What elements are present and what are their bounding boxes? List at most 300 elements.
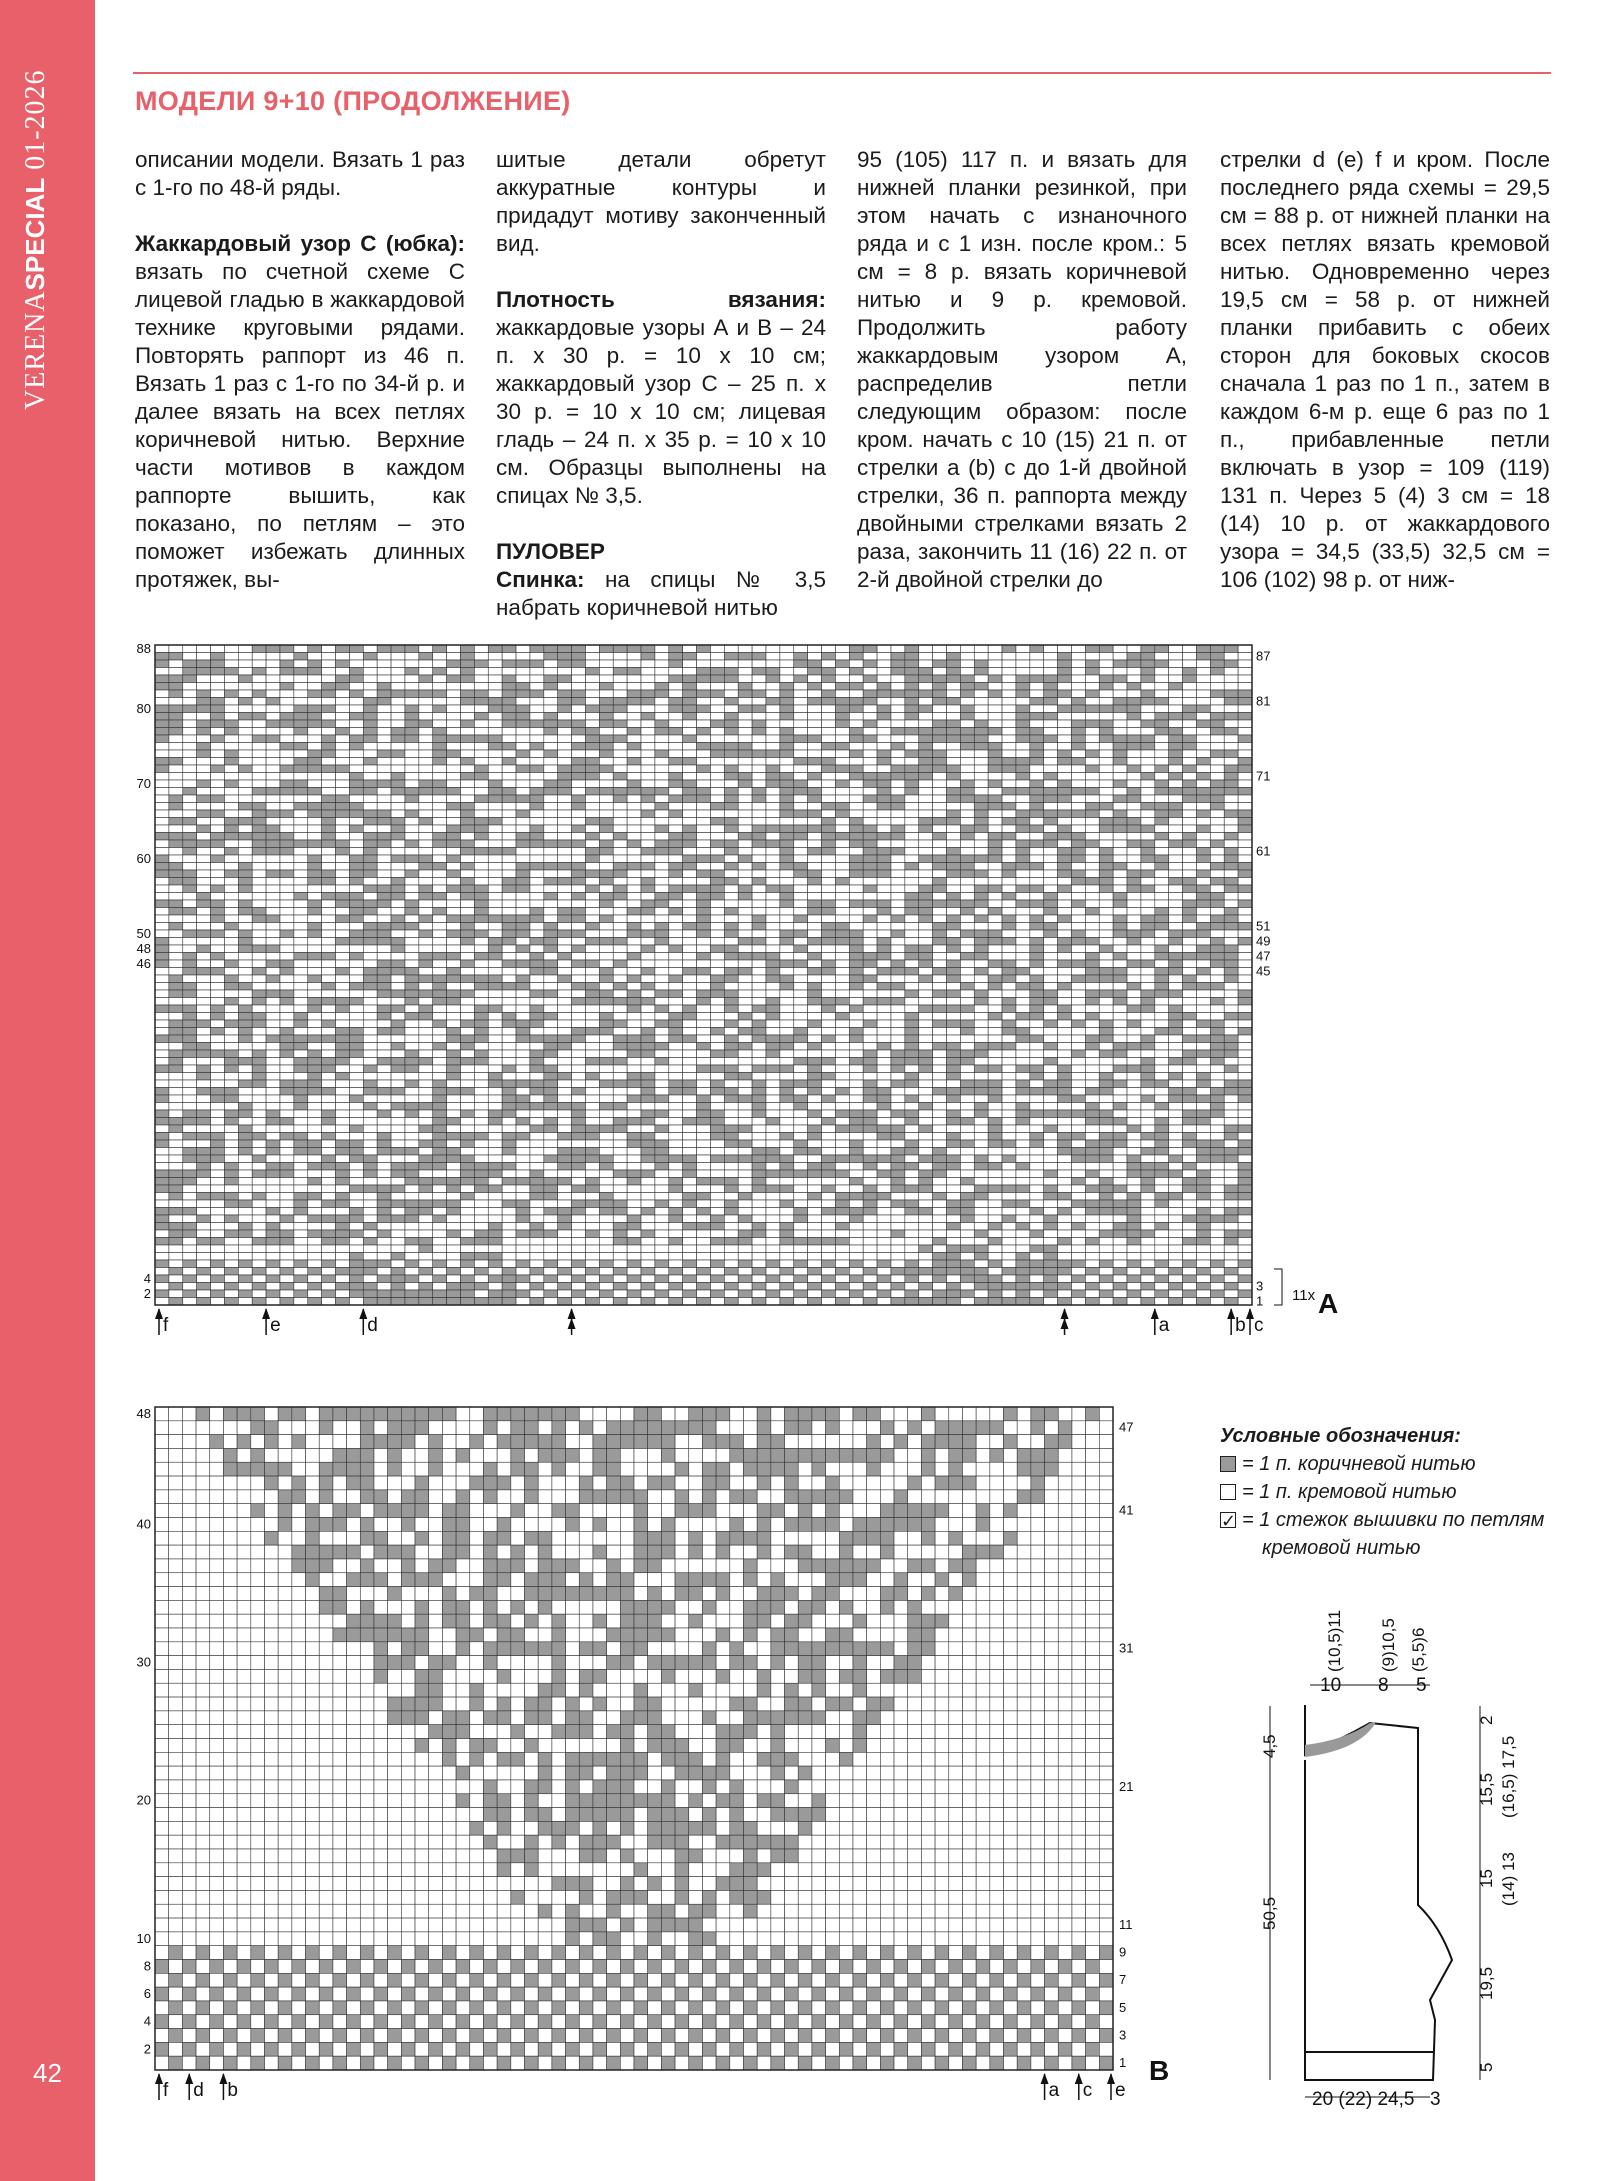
chart-cell	[641, 1035, 655, 1043]
chart-cell	[419, 810, 433, 818]
chart-cell	[1099, 735, 1113, 743]
chart-cell	[669, 683, 683, 691]
chart-cell	[474, 1035, 488, 1043]
chart-cell	[474, 675, 488, 683]
chart-cell	[752, 848, 766, 856]
chart-cell	[308, 720, 322, 728]
chart-cell	[1113, 1080, 1127, 1088]
chart-cell	[377, 720, 391, 728]
chart-cell	[974, 720, 988, 728]
chart-cell	[585, 653, 599, 661]
chart-cell	[391, 938, 405, 946]
chart-cell	[377, 660, 391, 668]
chart-cell	[1030, 953, 1044, 961]
chart-cell	[169, 1073, 183, 1081]
chart-cell	[1155, 758, 1169, 766]
chart-cell	[960, 938, 974, 946]
chart-cell	[211, 848, 225, 856]
chart-cell	[1085, 773, 1099, 781]
chart-cell	[849, 660, 863, 668]
chart-cell	[822, 668, 836, 676]
chart-cell	[794, 735, 808, 743]
chart-cell	[752, 1013, 766, 1021]
chart-cell	[1210, 668, 1224, 676]
chart-cell	[988, 825, 1002, 833]
chart-cell	[960, 660, 974, 668]
chart-cell	[363, 728, 377, 736]
chart-cell	[474, 728, 488, 736]
chart-cell	[1127, 953, 1141, 961]
chart-cell	[238, 878, 252, 886]
chart-cell	[558, 968, 572, 976]
chart-cell	[252, 1043, 266, 1051]
chart-cell	[933, 930, 947, 938]
chart-cell	[488, 885, 502, 893]
chart-cell	[947, 735, 961, 743]
chart-cell	[1071, 750, 1085, 758]
chart-cell	[808, 833, 822, 841]
chart-cell	[280, 863, 294, 871]
chart-cell	[1169, 713, 1183, 721]
chart-cell	[405, 743, 419, 751]
chart-cell	[655, 1080, 669, 1088]
chart-cell	[1085, 818, 1099, 826]
chart-cell	[877, 833, 891, 841]
chart-cell	[1044, 953, 1058, 961]
chart-cell	[572, 668, 586, 676]
chart-cell	[544, 848, 558, 856]
chart-cell	[1016, 660, 1030, 668]
chart-cell	[252, 960, 266, 968]
chart-cell	[1210, 848, 1224, 856]
chart-cell	[683, 990, 697, 998]
chart-cell	[1141, 878, 1155, 886]
chart-cell	[988, 968, 1002, 976]
chart-cell	[294, 728, 308, 736]
chart-cell	[627, 863, 641, 871]
chart-cell	[1196, 983, 1210, 991]
chart-cell	[1238, 870, 1252, 878]
chart-cell	[1183, 990, 1197, 998]
chart-cell	[808, 780, 822, 788]
chart-cell	[1224, 735, 1238, 743]
chart-cell	[252, 645, 266, 653]
chart-cell	[1113, 810, 1127, 818]
chart-cell	[460, 735, 474, 743]
chart-cell	[405, 1050, 419, 1058]
chart-cell	[960, 645, 974, 653]
chart-cell	[877, 968, 891, 976]
chart-cell	[794, 833, 808, 841]
chart-cell	[1002, 1095, 1016, 1103]
chart-cell	[974, 1110, 988, 1118]
chart-cell	[669, 840, 683, 848]
chart-cell	[433, 930, 447, 938]
chart-cell	[336, 1028, 350, 1036]
chart-cell	[988, 1088, 1002, 1096]
chart-cell	[724, 893, 738, 901]
chart-cell	[1169, 1103, 1183, 1111]
chart-cell	[1238, 683, 1252, 691]
chart-cell	[877, 750, 891, 758]
chart-cell	[655, 953, 669, 961]
chart-cell	[669, 893, 683, 901]
chart-cell	[280, 728, 294, 736]
chart-cell	[905, 863, 919, 871]
chart-cell	[585, 953, 599, 961]
chart-cell	[405, 660, 419, 668]
chart-cell	[794, 728, 808, 736]
chart-cell	[238, 758, 252, 766]
chart-cell	[627, 1110, 641, 1118]
chart-cell	[558, 795, 572, 803]
chart-cell	[266, 743, 280, 751]
chart-cell	[1169, 953, 1183, 961]
chart-cell	[488, 698, 502, 706]
chart-cell	[919, 915, 933, 923]
chart-cell	[877, 885, 891, 893]
chart-cell	[960, 975, 974, 983]
chart-cell	[572, 698, 586, 706]
chart-cell	[1002, 645, 1016, 653]
chart-cell	[960, 953, 974, 961]
chart-cell	[224, 1035, 238, 1043]
chart-cell	[780, 945, 794, 953]
chart-cell	[1113, 765, 1127, 773]
chart-cell	[988, 720, 1002, 728]
chart-cell	[238, 945, 252, 953]
chart-cell	[572, 885, 586, 893]
chart-cell	[336, 870, 350, 878]
chart-cell	[891, 1103, 905, 1111]
chart-cell	[488, 840, 502, 848]
chart-cell	[252, 915, 266, 923]
chart-cell	[516, 705, 530, 713]
chart-cell	[183, 743, 197, 751]
chart-cell	[863, 1020, 877, 1028]
chart-cell	[1169, 825, 1183, 833]
chart-cell	[655, 945, 669, 953]
chart-cell	[641, 1043, 655, 1051]
chart-cell	[933, 698, 947, 706]
chart-cell	[1058, 758, 1072, 766]
chart-cell	[1141, 788, 1155, 796]
chart-cell	[808, 923, 822, 931]
chart-cell	[377, 870, 391, 878]
chart-cell	[877, 818, 891, 826]
chart-cell	[460, 1080, 474, 1088]
chart-cell	[1238, 938, 1252, 946]
chart-cell	[183, 750, 197, 758]
chart-cell	[238, 885, 252, 893]
chart-cell	[558, 1005, 572, 1013]
chart-cell	[877, 743, 891, 751]
chart-cell	[502, 1028, 516, 1036]
chart-cell	[919, 810, 933, 818]
chart-cell	[349, 645, 363, 653]
chart-cell	[544, 953, 558, 961]
chart-cell	[794, 1028, 808, 1036]
chart-cell	[627, 878, 641, 886]
chart-cell	[1085, 893, 1099, 901]
chart-cell	[669, 1065, 683, 1073]
chart-cell	[460, 855, 474, 863]
chart-cell	[1169, 998, 1183, 1006]
chart-cell	[266, 1080, 280, 1088]
chart-cell	[558, 818, 572, 826]
chart-cell	[724, 1005, 738, 1013]
chart-cell	[322, 960, 336, 968]
chart-cell	[669, 953, 683, 961]
chart-cell	[919, 930, 933, 938]
chart-cell	[669, 863, 683, 871]
chart-cell	[1058, 735, 1072, 743]
chart-cell	[933, 1050, 947, 1058]
chart-cell	[1113, 975, 1127, 983]
chart-cell	[585, 1073, 599, 1081]
chart-cell	[211, 1005, 225, 1013]
chart-cell	[530, 953, 544, 961]
chart-cell	[1141, 848, 1155, 856]
chart-cell	[572, 660, 586, 668]
chart-cell	[460, 683, 474, 691]
chart-cell	[835, 683, 849, 691]
chart-cell	[349, 743, 363, 751]
chart-cell	[363, 690, 377, 698]
chart-cell	[183, 675, 197, 683]
chart-cell	[794, 855, 808, 863]
chart-cell	[724, 683, 738, 691]
chart-cell	[919, 840, 933, 848]
chart-cell	[183, 780, 197, 788]
chart-cell	[572, 788, 586, 796]
chart-cell	[391, 848, 405, 856]
chart-cell	[322, 848, 336, 856]
chart-cell	[905, 773, 919, 781]
chart-cell	[641, 1080, 655, 1088]
chart-cell	[502, 645, 516, 653]
chart-cell	[1016, 968, 1030, 976]
chart-cell	[1141, 833, 1155, 841]
chart-cell	[460, 998, 474, 1006]
chart-cell	[377, 975, 391, 983]
chart-cell	[1058, 1058, 1072, 1066]
chart-cell	[655, 1043, 669, 1051]
chart-cell	[252, 855, 266, 863]
chart-cell	[447, 863, 461, 871]
chart-cell	[947, 1035, 961, 1043]
chart-cell	[1058, 810, 1072, 818]
chart-cell	[1224, 795, 1238, 803]
chart-cell	[780, 885, 794, 893]
chart-cell	[891, 780, 905, 788]
chart-cell	[1183, 645, 1197, 653]
chart-cell	[377, 983, 391, 991]
chart-cell	[266, 1050, 280, 1058]
chart-cell	[877, 1073, 891, 1081]
chart-cell	[433, 893, 447, 901]
chart-cell	[835, 1028, 849, 1036]
chart-cell	[155, 668, 169, 676]
chart-cell	[1238, 945, 1252, 953]
chart-cell	[1113, 945, 1127, 953]
chart-cell	[905, 990, 919, 998]
chart-cell	[960, 803, 974, 811]
chart-cell	[419, 1065, 433, 1073]
chart-cell	[1210, 878, 1224, 886]
chart-cell	[1058, 945, 1072, 953]
chart-cell	[724, 1058, 738, 1066]
chart-cell	[919, 698, 933, 706]
chart-cell	[766, 968, 780, 976]
chart-cell	[752, 1035, 766, 1043]
chart-cell	[308, 855, 322, 863]
chart-cell	[1016, 773, 1030, 781]
chart-cell	[947, 908, 961, 916]
chart-cell	[183, 908, 197, 916]
chart-cell	[849, 1028, 863, 1036]
chart-cell	[905, 915, 919, 923]
chart-cell	[835, 1020, 849, 1028]
chart-cell	[238, 1005, 252, 1013]
chart-cell	[1058, 833, 1072, 841]
chart-cell	[169, 668, 183, 676]
chart-cell	[502, 1080, 516, 1088]
chart-cell	[752, 810, 766, 818]
chart-cell	[1016, 653, 1030, 661]
chart-cell	[155, 1080, 169, 1088]
chart-cell	[849, 960, 863, 968]
chart-cell	[1113, 668, 1127, 676]
chart-cell	[322, 668, 336, 676]
chart-cell	[280, 885, 294, 893]
chart-cell	[683, 750, 697, 758]
chart-cell	[447, 915, 461, 923]
chart-cell	[891, 668, 905, 676]
chart-cell	[363, 990, 377, 998]
chart-cell	[544, 788, 558, 796]
chart-cell	[391, 690, 405, 698]
chart-cell	[1155, 795, 1169, 803]
chart-cell	[738, 833, 752, 841]
chart-cell	[474, 810, 488, 818]
chart-cell	[1169, 683, 1183, 691]
chart-cell	[155, 1035, 169, 1043]
chart-cell	[474, 1058, 488, 1066]
chart-cell	[1127, 743, 1141, 751]
chart-cell	[585, 990, 599, 998]
chart-cell	[752, 1088, 766, 1096]
chart-cell	[933, 690, 947, 698]
chart-cell	[863, 990, 877, 998]
chart-cell	[1002, 780, 1016, 788]
chart-cell	[919, 863, 933, 871]
chart-cell	[252, 773, 266, 781]
chart-cell	[1196, 893, 1210, 901]
chart-cell	[294, 720, 308, 728]
chart-cell	[1224, 968, 1238, 976]
chart-cell	[155, 803, 169, 811]
chart-cell	[405, 1013, 419, 1021]
chart-cell	[572, 998, 586, 1006]
chart-cell	[780, 735, 794, 743]
chart-cell	[197, 840, 211, 848]
chart-cell	[933, 975, 947, 983]
chart-cell	[224, 848, 238, 856]
chart-cell	[1224, 1058, 1238, 1066]
chart-cell	[308, 1095, 322, 1103]
chart-cell	[572, 930, 586, 938]
chart-cell	[1044, 803, 1058, 811]
chart-cell	[308, 810, 322, 818]
chart-cell	[1030, 833, 1044, 841]
chart-cell	[641, 788, 655, 796]
chart-cell	[460, 1013, 474, 1021]
chart-cell	[433, 803, 447, 811]
chart-cell	[183, 840, 197, 848]
chart-cell	[849, 743, 863, 751]
chart-cell	[280, 653, 294, 661]
chart-cell	[502, 1005, 516, 1013]
chart-cell	[1099, 908, 1113, 916]
chart-cell	[544, 1073, 558, 1081]
chart-cell	[641, 1103, 655, 1111]
chart-cell	[169, 915, 183, 923]
chart-cell	[1058, 855, 1072, 863]
chart-cell	[613, 683, 627, 691]
chart-cell	[266, 668, 280, 676]
chart-cell	[447, 930, 461, 938]
chart-cell	[294, 735, 308, 743]
chart-cell	[488, 1065, 502, 1073]
chart-cell	[1127, 893, 1141, 901]
chart-cell	[363, 795, 377, 803]
chart-cell	[1058, 975, 1072, 983]
chart-cell	[1044, 1110, 1058, 1118]
chart-cell	[419, 915, 433, 923]
chart-cell	[766, 660, 780, 668]
chart-cell	[349, 840, 363, 848]
chart-cell	[516, 773, 530, 781]
chart-cell	[460, 878, 474, 886]
chart-cell	[183, 923, 197, 931]
chart-cell	[169, 983, 183, 991]
chart-cell	[1016, 735, 1030, 743]
chart-cell	[336, 780, 350, 788]
chart-cell	[613, 810, 627, 818]
chart-cell	[1016, 645, 1030, 653]
chart-cell	[322, 923, 336, 931]
chart-cell	[863, 833, 877, 841]
chart-cell	[877, 690, 891, 698]
chart-cell	[280, 1020, 294, 1028]
chart-cell	[1196, 735, 1210, 743]
chart-cell	[738, 1005, 752, 1013]
chart-cell	[1127, 1080, 1141, 1088]
chart-cell	[433, 1005, 447, 1013]
chart-cell	[1044, 885, 1058, 893]
chart-cell	[752, 960, 766, 968]
chart-cell	[558, 773, 572, 781]
chart-cell	[252, 698, 266, 706]
chart-cell	[738, 990, 752, 998]
chart-cell	[877, 810, 891, 818]
chart-cell	[308, 878, 322, 886]
chart-cell	[169, 675, 183, 683]
chart-cell	[1113, 1095, 1127, 1103]
chart-cell	[1016, 1088, 1030, 1096]
chart-cell	[377, 953, 391, 961]
